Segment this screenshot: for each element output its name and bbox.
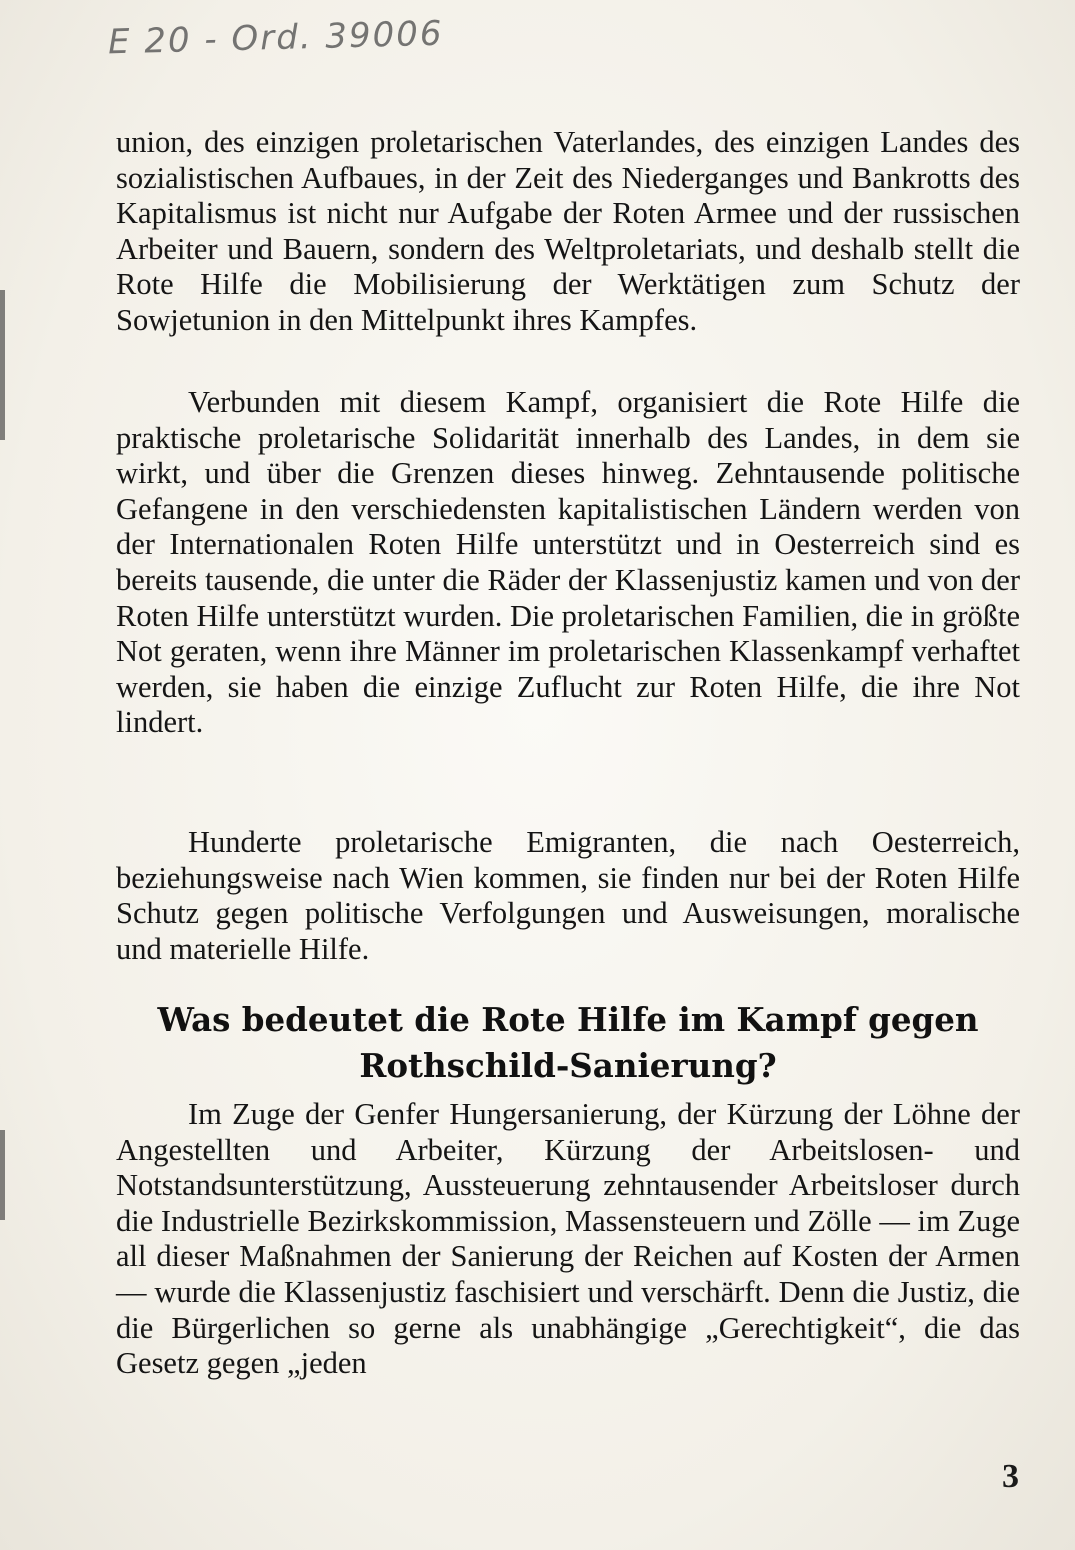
page-number: 3 (1002, 1458, 1019, 1495)
paragraph-2: Verbunden mit diesem Kampf, organisiert die Rote Hilfe die praktische proletarische Solidarität innerhalb des Landes, in dem sie wirkt, und über die Grenzen dieses hinweg. Zehntausende politische Gefangene in den verschiedensten kapitalistischen Ländern werden von der Internationalen Roten Hilfe unterstützt und in Oesterreich sind es bereits tausende, die unter die Räder der Klassenjustiz kamen und von der Roten Hilfe unterstützt wurden. Die proletarischen Familien, die in größte Not geraten, wenn ihre Männer im proletarischen Klassenkampf verhaftet werden, sie haben die einzige Zuflucht zur Roten Hilfe, die ihre Not lindert. (116, 385, 1020, 740)
paragraph-3: Hunderte proletarische Emigranten, die nach Oesterreich, beziehungsweise nach Wien kommen, sie finden nur bei der Roten Hilfe Schutz gegen politische Verfolgungen und Ausweisungen, moralische und materielle Hilfe. (116, 825, 1020, 966)
paragraph-4: Im Zuge der Genfer Hungersanierung, der Kürzung der Löhne der Angestellten und Arbeiter, Kürzung der Arbeitslosen- und Notstandsunterstützung, Aussteuerung zehntausender Arbeitsloser durch die Industrielle Bezirkskommission, Massensteuern und Zölle — im Zuge all dieser Maßnahmen der Sanierung der Reichen auf Kosten der Armen — wurde die Klassenjustiz faschisiert und verschärft. Denn die Justiz, die die Bürgerlichen so gerne als unabhängige „Gerechtigkeit“, die das Gesetz gegen „jeden (116, 1097, 1020, 1381)
paragraph-1: union, des einzigen proletarischen Vaterlandes, des einzigen Landes des sozialistischen Aufbaues, in der Zeit des Niederganges und Bankrotts des Kapitalismus ist nicht nur Aufgabe der Roten Armee und der russischen Arbeiter und Bauern, sondern des Weltproletariats, und deshalb stellt die Rote Hilfe die Mobilisierung der Werktätigen zum Schutz der Sowjetunion in den Mittelpunkt ihres Kampfes. (116, 125, 1020, 337)
binding-mark (0, 1130, 5, 1220)
section-heading: Was bedeutet die Rote Hilfe im Kampf gegen Rothschild-Sanierung? (157, 1000, 979, 1085)
archive-handwritten-note: E 20 - Ord. 39006 (107, 13, 445, 63)
binding-mark (0, 290, 5, 440)
